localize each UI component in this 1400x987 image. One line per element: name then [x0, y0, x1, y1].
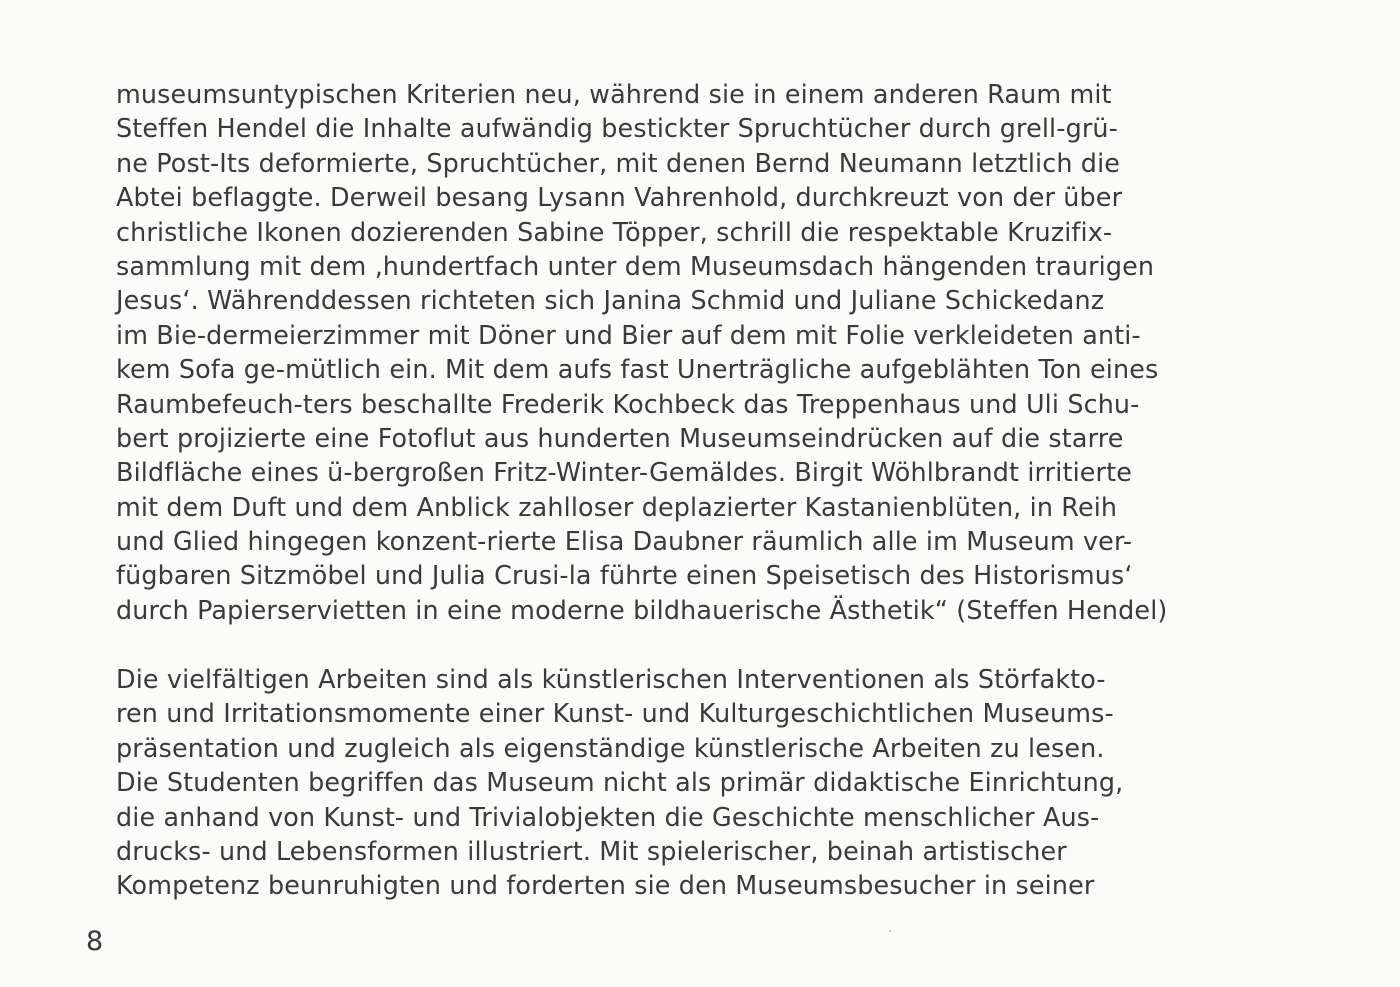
paragraph-line: christliche Ikonen dozierenden Sabine Töpper, schrill die respektable Kruzifix- [116, 216, 1113, 247]
paragraph-line: bert projizierte eine Fotoflut aus hunderten Museumseindrücken auf die starre [116, 422, 1124, 453]
paragraph-line: Die vielfältigen Arbeiten sind als künstlerischen Interventionen als Störfakto- [116, 664, 1106, 694]
page-number: 8 [86, 926, 104, 957]
paragraph-line: und Glied hingegen konzent-rierte Elisa Daubner räumlich alle im Museum ver- [116, 526, 1133, 557]
paragraph-1 [116, 77, 1316, 627]
paragraph-line: durch Papierservietten in eine moderne bildhauerische Ästhetik“ (Steffen Hendel) [116, 594, 1168, 625]
paragraph-line: im Bie-dermeierzimmer mit Döner und Bier auf dem mit Folie verkleideten anti- [116, 319, 1141, 350]
paragraph-line: drucks- und Lebensformen illustriert. Mit spielerischer, beinah artistischer [116, 835, 1067, 866]
paragraph-line: präsentation und zugleich als eigenständige künstlerische Arbeiten zu lesen. [116, 732, 1105, 763]
paragraph-line: ren und Irritationsmomente einer Kunst- und Kulturgeschichtlichen Museums- [116, 698, 1114, 729]
paragraph-line: ne Post-Its deformierte, Spruchtücher, mit denen Bernd Neumann letztlich die [116, 147, 1121, 178]
scan-speck [889, 930, 891, 932]
paragraph-line: fügbaren Sitzmöbel und Julia Crusi-la führte einen Speisetisch des Historismus‘ [116, 560, 1133, 591]
paragraph-line: kem Sofa ge-mütlich ein. Mit dem aufs fast Unerträgliche aufgeblähten Ton eines [116, 354, 1159, 385]
paragraph-line: Kompetenz beunruhigten und forderten sie den Museumsbesucher in seiner [116, 870, 1095, 901]
paragraph-2 [116, 662, 1316, 903]
paragraph-line: Bildfläche eines ü-bergroßen Fritz-Winter-Gemäldes. Birgit Wöhlbrandt irritierte [116, 457, 1133, 488]
paragraph-line: sammlung mit dem ‚hundertfach unter dem Museumsdach hängenden traurigen [116, 250, 1155, 281]
paragraph-line: museumsuntypischen Kriterien neu, während sie in einem anderen Raum mit [116, 79, 1112, 109]
paragraph-line: die anhand von Kunst- und Trivialobjekten die Geschichte menschlicher Aus- [116, 801, 1100, 832]
paragraph-line: mit dem Duft und dem Anblick zahlloser deplazierter Kastanienblüten, in Reih [116, 491, 1118, 522]
paragraph-line: Jesus‘. Währenddessen richteten sich Janina Schmid und Juliane Schickedanz [116, 285, 1105, 316]
paragraph-line: Abtei beflaggte. Derweil besang Lysann Vahrenhold, durchkreuzt von der über [116, 182, 1123, 213]
paragraph-line: Die Studenten begriffen das Museum nicht als primär didaktische Einrichtung, [116, 767, 1124, 798]
paragraph-line: Steffen Hendel die Inhalte aufwändig bestickter Spruchtücher durch grell-grü- [116, 113, 1118, 144]
paragraph-line: Raumbefeuch-ters beschallte Frederik Kochbeck das Treppenhaus und Uli Schu- [116, 388, 1140, 419]
